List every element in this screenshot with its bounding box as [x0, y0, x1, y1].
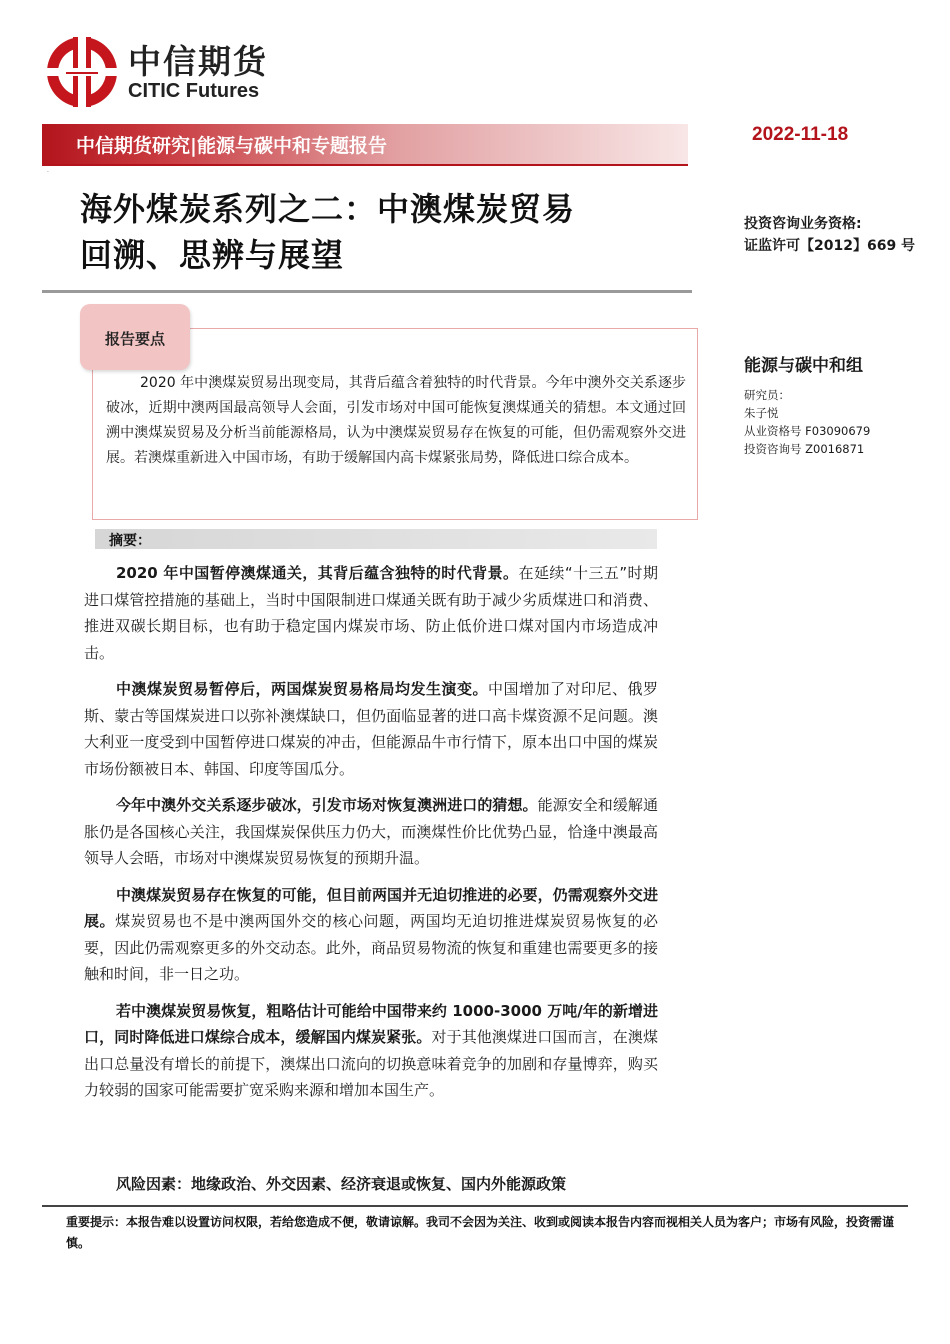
paragraph-text: 煤炭贸易也不是中澳两国外交的核心问题，两国均无迫切推进煤炭贸易恢复的必要，因此仍需观察更多的外交动态。此外，商品贸易物流的恢复和重建也需要更多的接触和时间，非一日之功。: [84, 912, 658, 983]
analyst-role: 研究员：: [744, 388, 790, 402]
logo-text-en: CITIC Futures: [128, 80, 260, 102]
citic-logo: [44, 34, 294, 114]
summary-label: 摘要：: [109, 533, 151, 549]
title-line-1: 海外煤炭系列之二：中澳煤炭贸易: [80, 190, 576, 228]
analyst-cert-1: 从业资格号 F03090679: [744, 424, 871, 438]
logo-text-cn: 中信期货: [128, 42, 268, 81]
summary-paragraph: [84, 676, 658, 782]
paragraph-text: 对于其他澳煤进口国而言，在澳煤出口总量没有增长的前提下，澳煤出口流向的切换意味着竞争的加剧和存量博弈，购买力较弱的国家可能需要扩宽采购来源和增加本国生产。: [84, 1028, 658, 1099]
paragraph-text: 中国增加了对印尼、俄罗斯、蒙古等国煤炭进口以弥补澳煤缺口，但仍面临显著的进口高卡煤资源不足问题。澳大利亚一度受到中国暂停进口煤炭的冲击，但能源品牛市行情下，原本出口中国的煤炭市场份额被日本、韩国、印度等国瓜分。: [84, 680, 658, 778]
paragraph-lead: 中澳煤炭贸易存在恢复的可能，但目前两国并无迫切推进的必要，仍需观察外交进展。: [84, 885, 658, 930]
title-divider: [42, 290, 692, 293]
report-title: [80, 186, 690, 278]
disclaimer: 重要提示：本报告难以设置访问权限，若给您造成不便，敬请谅解。我司不会因为关注、收到或阅读本报告内容而视相关人员为客户；市场有风险，投资需谨慎。: [66, 1215, 895, 1250]
risk-factors: 风险因素：地缘政治、外交因素、经济衰退或恢复、国内外能源政策: [116, 1175, 567, 1193]
summary-paragraph: [84, 998, 658, 1104]
paragraph-text: 能源安全和缓解通胀仍是各国核心关注，我国煤炭保供压力仍大，而澳煤性价比优势凸显，恰逢中澳最高领导人会晤，市场对中澳煤炭贸易恢复的预期升温。: [84, 796, 658, 867]
analyst-cert-2: 投资咨询号 Z0016871: [744, 442, 865, 456]
report-category: 中信期货研究|能源与碳中和专题报告: [76, 135, 387, 157]
summary-body: [84, 560, 658, 1114]
summary-paragraph: [84, 792, 658, 872]
analyst-name: 朱子悦: [744, 406, 779, 420]
report-category-band: [42, 124, 688, 164]
qualification-license: 证监许可【2012】669 号: [744, 238, 916, 254]
summary-header: [95, 529, 657, 549]
team-name: 能源与碳中和组: [744, 356, 863, 376]
paragraph-text: 在延续“十三五”时期进口煤管控措施的基础上，当时中国限制进口煤通关既有助于减少劣质煤进口和消费、推进双碳长期目标，也有助于稳定国内煤炭市场、防止低价进口煤对国内市场造成冲击。: [84, 564, 658, 662]
dot-mark: .: [47, 167, 49, 174]
summary-paragraph: [84, 560, 658, 666]
citic-logo-icon: [44, 34, 120, 110]
band-underline: [42, 164, 688, 166]
paragraph-lead: 2020 年中国暂停澳煤通关，其背后蕴含独特的时代背景。: [116, 564, 519, 582]
qualification: [744, 213, 934, 257]
title-line-2: 回溯、思辨与展望: [80, 236, 345, 274]
key-points-text: 2020 年中澳煤炭贸易出现变局，其背后蕴含着独特的时代背景。今年中澳外交关系逐步破冰，近期中澳两国最高领导人会面，引发市场对中国可能恢复澳煤通关的猜想。本文通过回溯中澳煤炭贸易及分析当前能源格局，认为中澳煤炭贸易存在恢复的可能，但仍需观察外交进展。若澳煤重新进入中国市场，有助于缓解国内高卡煤紧张局势，降低进口综合成本。: [106, 375, 686, 466]
key-points-label: 报告要点: [104, 330, 165, 348]
footer-divider: [42, 1205, 908, 1207]
analyst-info: [744, 386, 934, 458]
summary-paragraph: [84, 882, 658, 988]
report-date: 2022-11-18: [752, 124, 849, 145]
paragraph-lead: 中澳煤炭贸易暂停后，两国煤炭贸易格局均发生演变。: [116, 680, 488, 698]
qualification-label: 投资咨询业务资格:: [744, 216, 862, 232]
paragraph-lead: 今年中澳外交关系逐步破冰，引发市场对恢复澳洲进口的猜想。: [116, 796, 538, 814]
key-points-tab: [80, 304, 190, 370]
paragraph-lead: 若中澳煤炭贸易恢复，粗略估计可能给中国带来约 1000-3000 万吨/年的新增进口，同时降低进口煤综合成本，缓解国内煤炭紧张。: [84, 1001, 658, 1046]
